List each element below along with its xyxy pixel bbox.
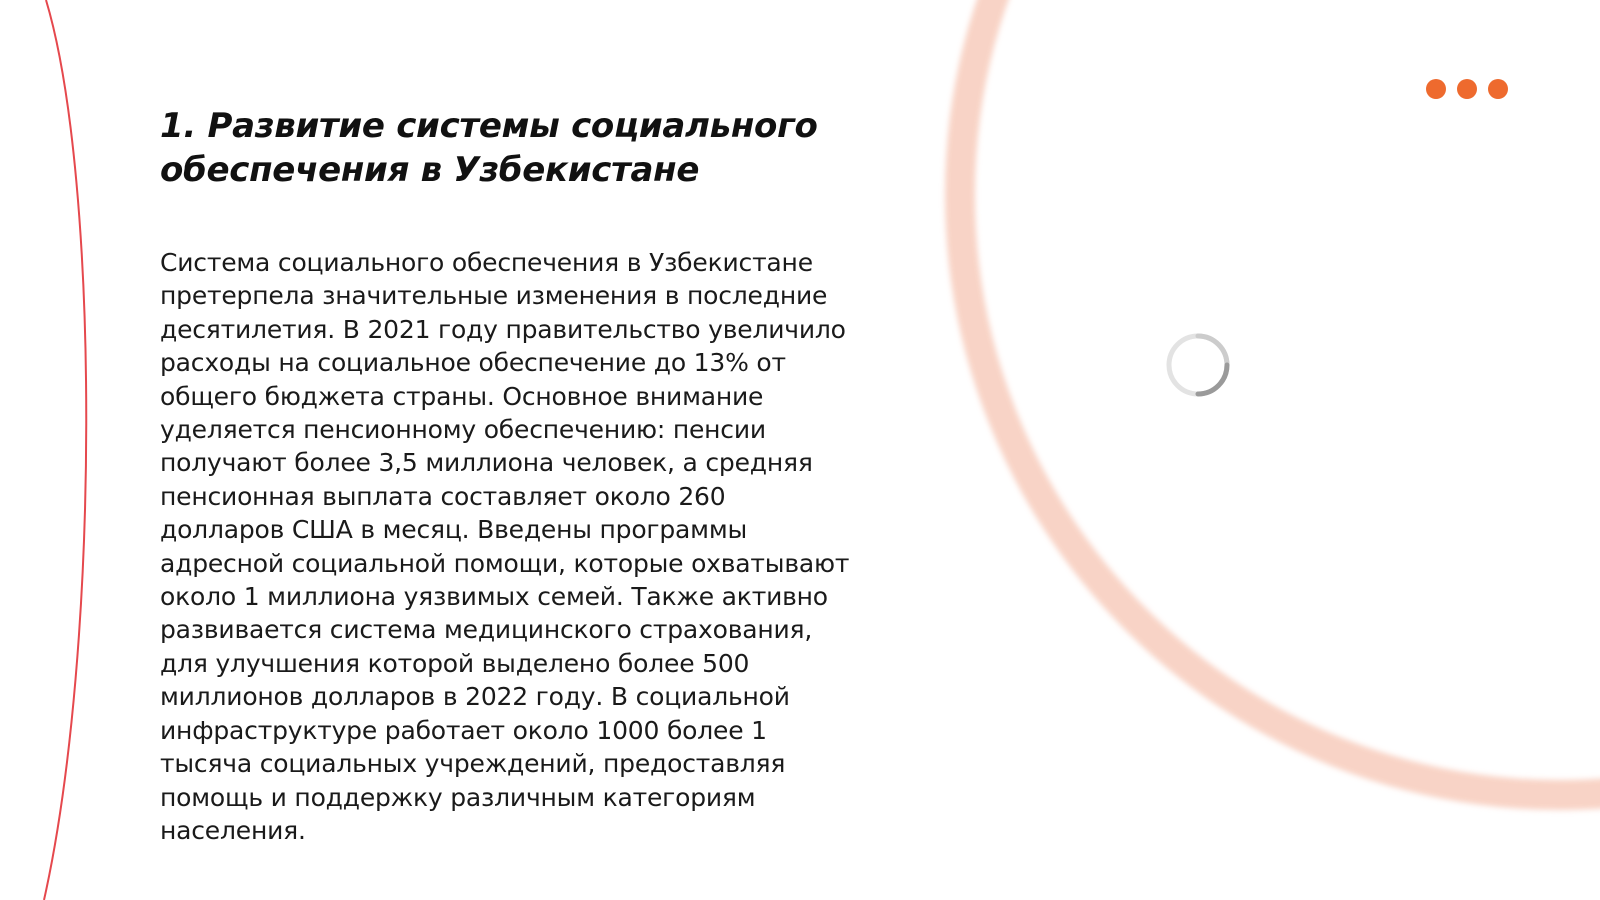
slide-body-text: Система социального обеспечения в Узбекистане претерпела значительные изменения в последние десятилетия. В 2021 году правительство увеличило расходы на социальное обеспечение до 13% от общего бюджета страны. Основное внимание уделяется пенсионному обеспечению: пенсии получают более 3,5 миллиона человек, а средняя пенсионная выплата составляет около 260 долларов США в месяц. Введены программы адресной социальной помощи, которые охватывают около 1 миллиона уязвимых семей. Также активно развивается система медицинского страхования, для улучшения которой выделено более 500 миллионов долларов в 2022 году. В социальной инфраструктуре работает около 1000 более 1 тысяча социальных учреждений, предоставляя помощь и поддержку различным категориям населения. [160,248,850,845]
loading-spinner-icon [1164,331,1232,399]
more-dots-icon [1488,79,1508,99]
more-options-button[interactable] [1426,79,1514,101]
slide-title: 1. Развитие системы социального обеспечения в Узбекистане [160,106,818,190]
left-curve-line [44,0,86,900]
decorative-ring [960,0,1600,795]
more-dots-icon [1426,79,1446,99]
more-dots-icon [1457,79,1477,99]
